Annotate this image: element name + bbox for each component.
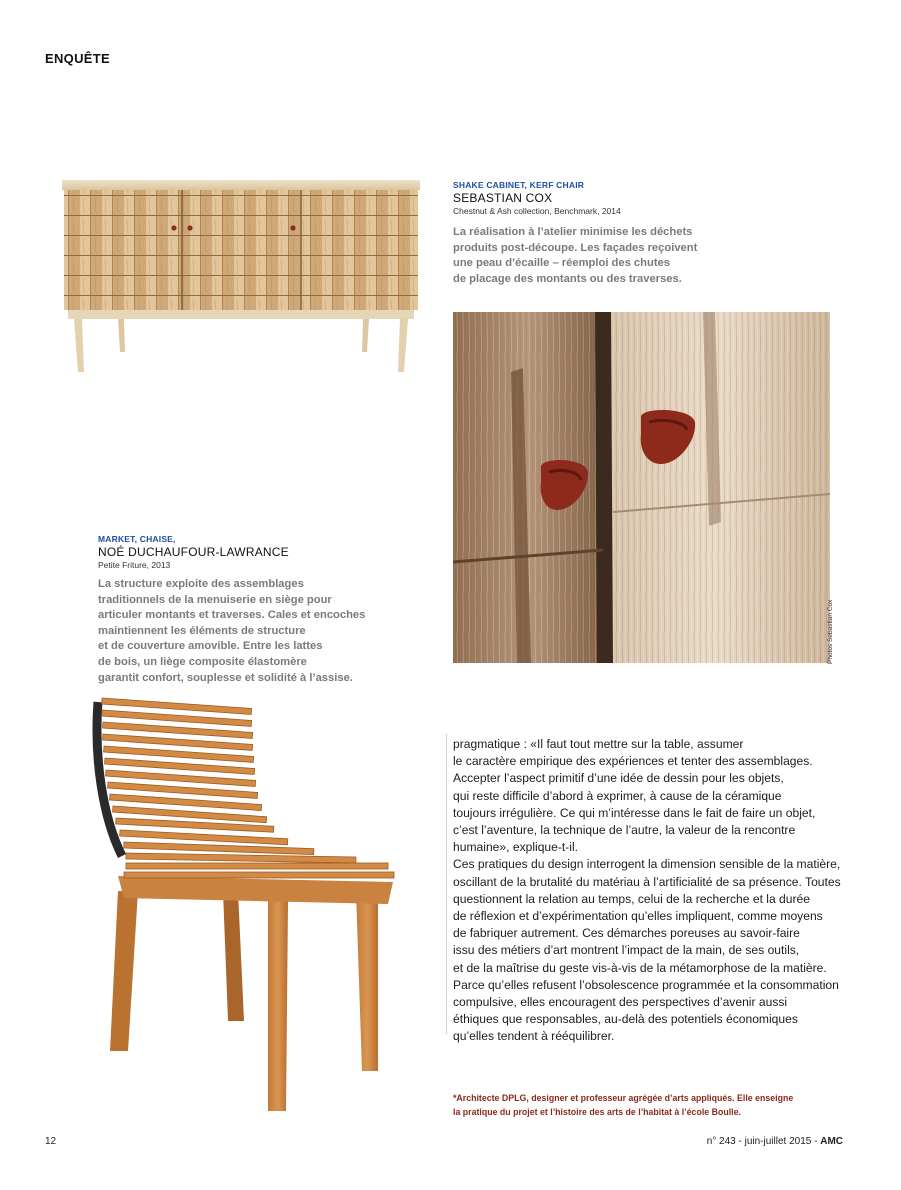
body-line: qu’elles tendent à rééquilibrer. bbox=[453, 1029, 615, 1044]
caption-line: maintiennent les éléments de structure bbox=[98, 624, 306, 637]
caption-line: garantit confort, souplesse et solidité à l’assise. bbox=[98, 671, 353, 684]
caption-line: une peau d’écaille – réemploi des chutes bbox=[453, 257, 670, 270]
body-line: issu des métiers d’art montrent l’impact de la main, de ses outils, bbox=[453, 943, 800, 958]
photo-credit-text: Photos Sebastian Cox bbox=[827, 599, 834, 664]
body-line: de réflexion et d’expérimentation qu’elles impliquent, comme moyens bbox=[453, 909, 823, 924]
caption-line: La réalisation à l’atelier minimise les déchets bbox=[453, 226, 693, 238]
caption-designer: SEBASTIAN COX bbox=[453, 191, 553, 205]
caption-kicker: SHAKE CABINET, KERF CHAIR bbox=[453, 180, 585, 190]
caption-designer: NOÉ DUCHAUFOUR-LAWRANCE bbox=[98, 545, 289, 559]
caption-description bbox=[453, 225, 783, 287]
body-line: humaine», explique-t-il. bbox=[453, 840, 579, 855]
caption-publisher: Petite Friture, 2013 bbox=[98, 560, 171, 570]
body-line: Accepter l’aspect primitif d’une idée de dessin pour les objets, bbox=[453, 771, 784, 786]
magazine-name: AMC bbox=[820, 1136, 843, 1147]
photo-credit bbox=[827, 599, 839, 664]
issue-info bbox=[707, 1136, 843, 1147]
article-body bbox=[453, 736, 843, 1046]
body-line: qui reste difficile d’abord à exprimer, à cause de la céramique bbox=[453, 788, 782, 803]
body-line: et de la maîtrise du geste vis-à-vis de la métamorphose de la matière. bbox=[453, 960, 827, 975]
cabinet-photo bbox=[58, 176, 426, 376]
body-line: oscillant de la brutalité du matériau à l’artificialité de sa présence. Toutes bbox=[453, 874, 841, 889]
issue-text: n° 243 - juin-juillet 2015 - bbox=[706, 1136, 821, 1147]
page-number: 12 bbox=[45, 1136, 57, 1147]
caption-chair bbox=[98, 534, 398, 686]
body-line: questionnent la relation au temps, celui de la recherche et la durée bbox=[453, 891, 810, 906]
caption-cabinet bbox=[453, 180, 783, 287]
caption-description bbox=[98, 577, 398, 686]
body-line: de fabriquer autrement. Ces démarches poreuses au savoir-faire bbox=[453, 926, 800, 941]
body-line: c’est l’aventure, la technique de l’autre, la valeur de la rencontre bbox=[453, 823, 796, 838]
caption-kicker: MARKET, CHAISE, bbox=[98, 534, 176, 544]
body-line: le caractère empirique des expériences et tenter des assemblages. bbox=[453, 754, 813, 769]
body-line: pragmatique : «Il faut tout mettre sur la table, assumer bbox=[453, 737, 744, 751]
column-rule bbox=[446, 734, 447, 1034]
caption-line: de placage des montants ou des traverses. bbox=[453, 272, 682, 285]
body-line: compulsive, elles encouragent des perspectives d’avenir aussi bbox=[453, 995, 788, 1010]
caption-collection: Chestnut & Ash collection, Benchmark, 2014 bbox=[453, 206, 621, 216]
chair-photo bbox=[88, 686, 400, 1116]
body-line: Parce qu’elles refusent l’obsolescence programmée et la consommation bbox=[453, 977, 839, 992]
body-line: Ces pratiques du design interrogent la dimension sensible de la matière, bbox=[453, 857, 841, 872]
caption-line: et de couverture amovible. Entre les lattes bbox=[98, 640, 323, 653]
shingle-closeup-photo bbox=[453, 312, 830, 663]
body-line: toujours irrégulière. Ce qui m’intéresse dans le fait de faire un objet, bbox=[453, 805, 816, 820]
body-line: éthiques que responsables, au-delà des potentiels économiques bbox=[453, 1012, 798, 1027]
footnote-line: *Architecte DPLG, designer et professeur agrégée d’arts appliqués. Elle enseigne bbox=[453, 1093, 794, 1103]
caption-line: produits post-découpe. Les façades reçoivent bbox=[453, 241, 698, 254]
footnote-line: la pratique du projet et l’histoire des arts de l’habitat à l’école Boulle. bbox=[453, 1107, 741, 1117]
caption-line: La structure exploite des assemblages bbox=[98, 578, 304, 590]
author-footnote bbox=[453, 1091, 833, 1119]
caption-line: traditionnels de la menuiserie en siège pour bbox=[98, 593, 332, 606]
caption-line: articuler montants et traverses. Cales et encoches bbox=[98, 609, 366, 622]
section-label: ENQUÊTE bbox=[45, 51, 110, 66]
caption-line: de bois, un liège composite élastomère bbox=[98, 655, 307, 668]
